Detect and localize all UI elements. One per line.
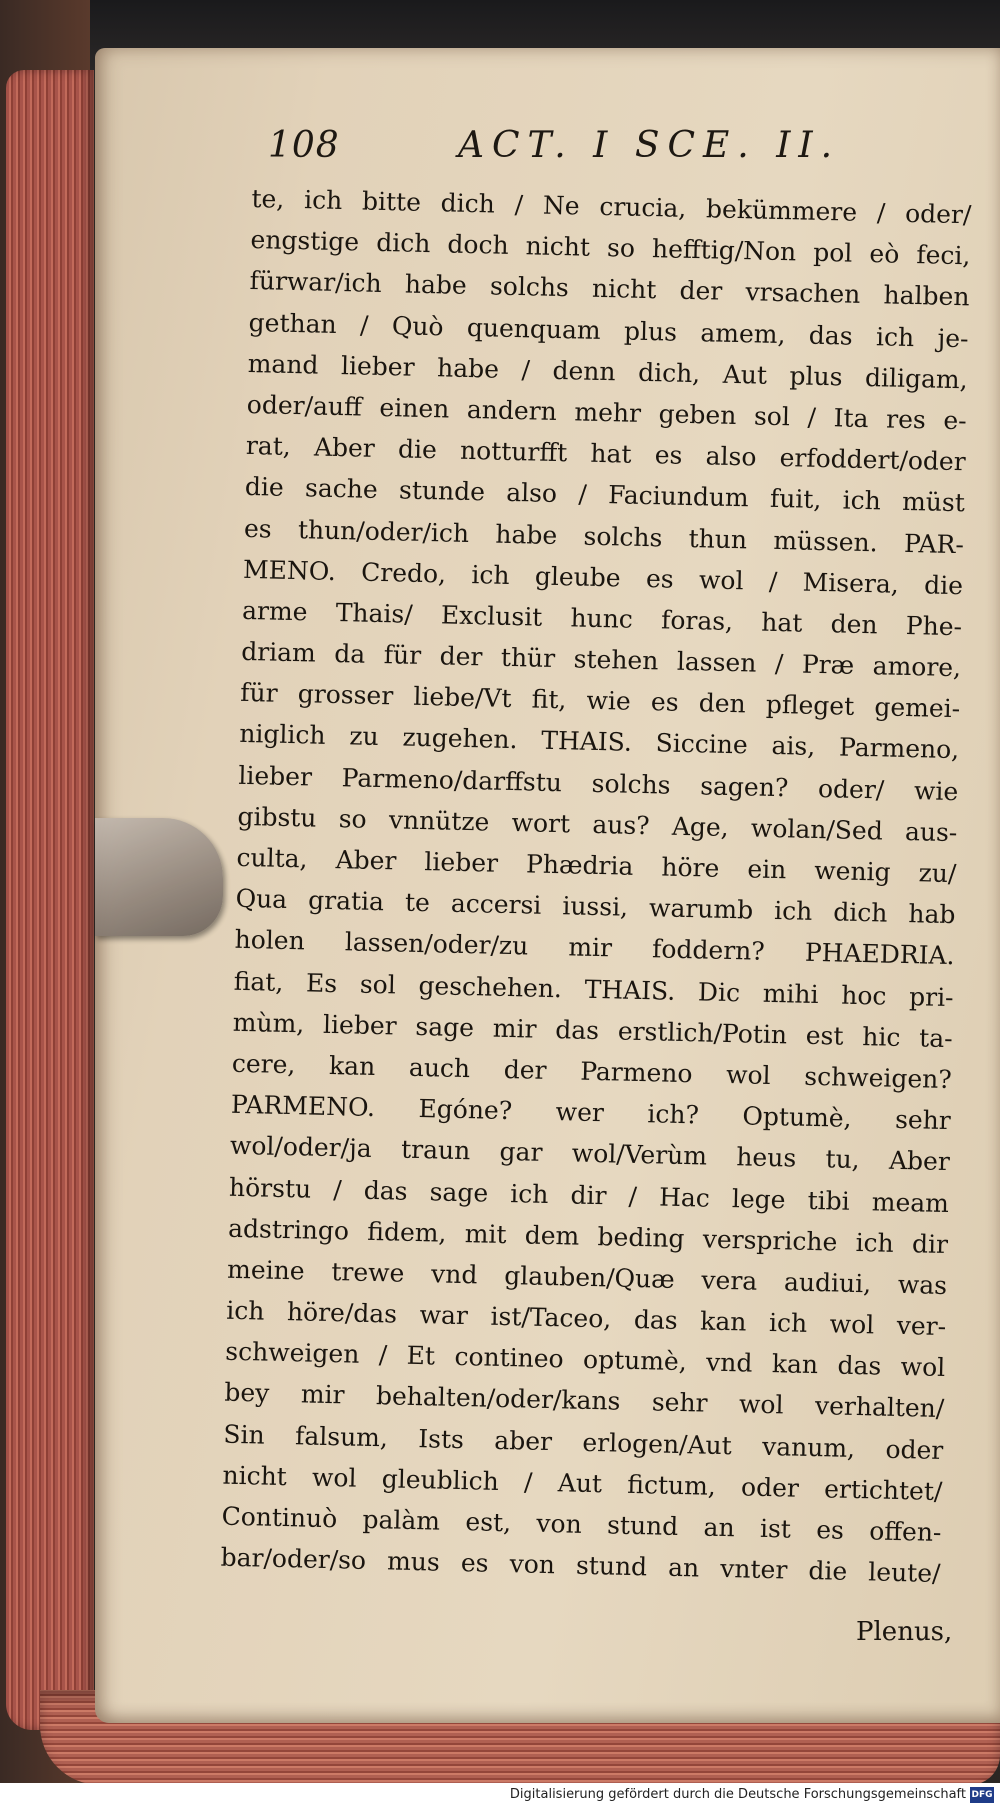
text-line: arme Thais/ Exclusit hunc foras, hat den Phe- [241,595,963,642]
text-line: mùm, lieber sage mir das erstlich/Potin est hic ta- [232,1007,953,1053]
dfg-logo: DFG [970,1787,994,1803]
text-line: oder/auff einen andern mehr geben sol / Ita res e- [246,389,968,436]
text-line: culta, Aber lieber Phædria höre ein wenig zu/ [236,842,957,889]
text-line: fiat, Es sol geschehen. THAIS. Dic mihi hoc pri- [233,966,954,1012]
text-line: die sache stunde also / Faciundum fuit, ich müst [244,472,966,518]
text-line: ich höre/das war ist/Taceo, das kan ich wol ver- [225,1295,947,1342]
text-line: lieber Parmeno/darffstu solchs sagen? oder/ wie [238,760,959,806]
text-line: adstringo fidem, mit dem beding verspriche ich dir [227,1213,949,1259]
text-line: gibstu so vnnütze wort aus? Age, wolan/Sed aus- [237,801,958,847]
text-line: bar/oder/so mus es von stund an vnter die leute/ [220,1542,941,1589]
text-line: te, ich bitte dich / Ne crucia, bekümmere / oder/ [251,183,972,230]
text-line: wol/oder/ja traun gar wol/Verùm heus tu, Aber [229,1131,951,1177]
text-line: es thun/oder/ich habe solchs thun müssen. PAR- [243,513,965,559]
text-line: für grosser liebe/Vt fit, wie es den pfleget gemei- [239,678,961,724]
text-line: schweigen / Et contineo optumè, vnd kan das wol [225,1336,946,1383]
funding-credit: Digitalisierung gefördert durch die Deutsche Forschungsgemeinschaft [509,1787,966,1802]
page-number: 108 [268,125,340,166]
running-header [268,125,928,173]
text-line: holen lassen/oder/zu mir foddern? PHAEDRIA. [234,925,955,971]
text-line: PARMENO. Egóne? wer ich? Optumè, sehr [230,1089,952,1136]
text-line: cere, kan auch der Parmeno wol schweigen? [231,1048,953,1095]
book-page-edges-left [6,70,94,1730]
text-line: Qua gratia te accersi iussi, warumb ich dich hab [235,884,956,930]
text-line: gethan / Quò quenquam plus amem, das ich je- [248,307,969,353]
running-head-title: ACT. I SCE. II. [458,125,841,166]
catchword: Plenus, [856,1617,953,1647]
text-line: Sin falsum, Ists aber erlogen/Aut vanum, oder [223,1419,944,1465]
text-line: rat, Aber die notturfft hat es also erfoddert/oder [245,431,967,477]
text-line: nicht wol gleublich / Aut fictum, oder ertichtet/ [222,1460,943,1506]
text-line: hörstu / das sage ich dir / Hac lege tibi meam [228,1172,950,1218]
text-line: Continuò palàm est, von stund an ist es offen- [221,1501,942,1547]
text-line: bey mir behalten/oder/kans sehr wol verhalten/ [224,1378,945,1424]
digitization-footer [0,1783,1000,1807]
text-line: MENO. Credo, ich gleube es wol / Misera, die [242,554,964,600]
text-line: driam da für der thür stehen lassen / Præ amore, [240,636,962,683]
text-line: meine trewe vnd glauben/Quæ vera audiui, was [226,1254,948,1300]
page-clip-holder [95,818,223,936]
text-line: niglich zu zugehen. THAIS. Siccine ais, Parmeno, [239,719,960,765]
page-body-text [220,178,972,1594]
text-line: mand lieber habe / denn dich, Aut plus diligam, [247,348,968,395]
text-line: fürwar/ich habe solchs nicht der vrsachen halben [249,266,970,312]
text-line: engstige dich doch nicht so hefftig/Non pol eò feci, [250,225,971,271]
